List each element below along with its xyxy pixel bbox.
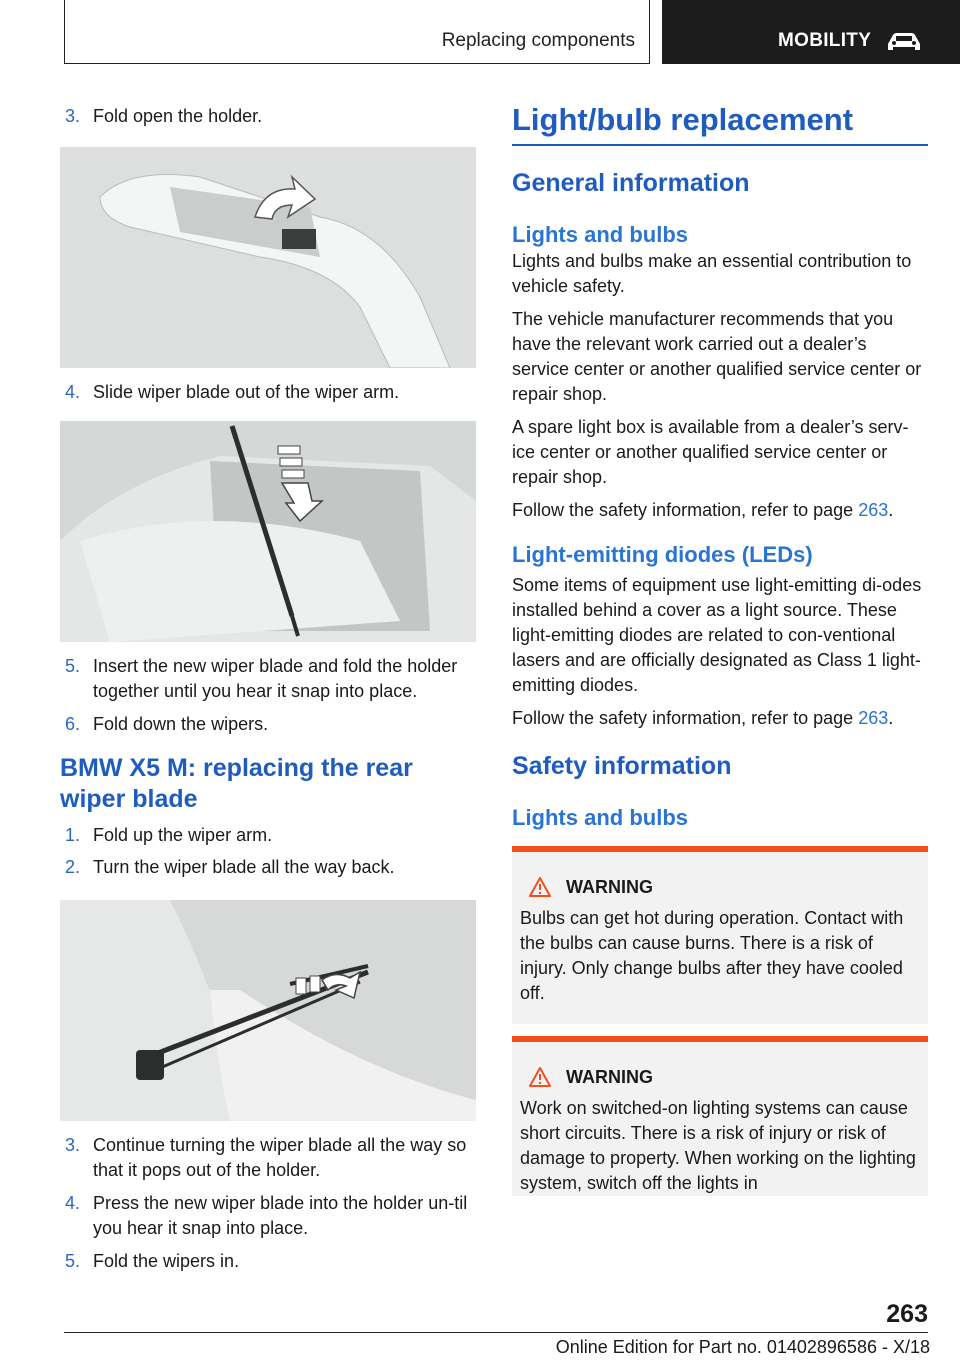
chapter-title: Replacing components <box>441 30 635 51</box>
warning-box <box>512 1036 928 1196</box>
title-rule <box>512 144 928 146</box>
car-icon <box>884 30 924 54</box>
step-number: 6. <box>65 714 81 734</box>
heading-leds: Light-emitting diodes (LEDs) <box>512 542 813 567</box>
section-heading-rear-wiper: BMW X5 M: replacing the rear wiper blade <box>60 754 413 813</box>
warning-triangle-icon <box>528 876 552 898</box>
step-number: 5. <box>65 1251 81 1271</box>
warning-header <box>528 876 920 898</box>
header-tab <box>64 0 650 64</box>
step-item <box>60 1191 480 1241</box>
step-item <box>60 1249 480 1274</box>
warning-label: WARNING <box>566 1066 653 1087</box>
heading-safety-lights: Lights and bulbs <box>512 805 688 830</box>
step-number: 3. <box>65 1135 81 1155</box>
step-text: Insert the new wiper blade and fold the holder together until you hear it snap into place. <box>93 656 458 701</box>
step-item <box>60 104 480 129</box>
reference-text: Follow the safety information, refer to page <box>512 500 859 520</box>
warning-box <box>512 846 928 1024</box>
step-text: Slide wiper blade out of the wiper arm. <box>93 382 400 402</box>
step-number: 4. <box>65 1193 81 1213</box>
reference-suffix: . <box>888 708 894 728</box>
heading-general-information: General information <box>512 169 750 197</box>
step-item <box>60 855 480 880</box>
paragraph: Some items of equipment use light-emitting di-odes installed behind a cover as a light source. These light-emitting diodes are related to con-ventional lasers and are officially designated as Class 1 light-emitting diodes. <box>512 575 922 695</box>
step-text: Press the new wiper blade into the holder un-til you hear it snap into place. <box>93 1193 468 1238</box>
page-number: 263 <box>886 1300 928 1328</box>
heading-lights-and-bulbs: Lights and bulbs <box>512 222 688 247</box>
step-number: 5. <box>65 656 81 676</box>
step-item <box>60 823 480 848</box>
paragraph: A spare light box is available from a dealer’s serv-ice center or another qualified service center or repair shop. <box>512 417 909 487</box>
step-number: 4. <box>65 382 81 402</box>
page-title: Light/bulb replacement <box>512 102 854 137</box>
edition-info: Online Edition for Part no. 01402896586 - X/18 <box>555 1337 930 1357</box>
figure-wiper-arm <box>60 421 476 642</box>
left-column <box>60 100 480 1274</box>
warning-text: Bulbs can get hot during operation. Contact with the bulbs can cause burns. There is a risk of injury. Only change bulbs after they have cooled off. <box>520 908 904 1003</box>
reference-suffix: . <box>888 500 894 520</box>
paragraph: The vehicle manufacturer recommends that you have the relevant work carried out a dealer’s service center or another qualified service center or repair shop. <box>512 309 922 404</box>
page-link[interactable]: 263 <box>858 708 889 728</box>
wiper-arm-illustration <box>60 421 476 642</box>
warning-triangle-icon <box>528 1066 552 1088</box>
figure-wiper-holder <box>60 147 476 368</box>
step-text: Fold the wipers in. <box>93 1251 240 1271</box>
page-link[interactable]: 263 <box>858 500 889 520</box>
section-title: MOBILITY <box>778 30 872 51</box>
step-number: 3. <box>65 106 81 126</box>
step-item <box>60 654 480 704</box>
safety-reference <box>512 706 928 731</box>
step-text: Fold open the holder. <box>93 106 263 126</box>
step-item <box>60 380 480 405</box>
step-number: 2. <box>65 857 81 877</box>
heading-safety-information: Safety information <box>512 752 732 780</box>
paragraph: Lights and bulbs make an essential contribution to vehicle safety. <box>512 251 912 296</box>
step-text: Fold down the wipers. <box>93 714 269 734</box>
warning-label: WARNING <box>566 876 653 897</box>
warning-header <box>528 1066 920 1088</box>
reference-text: Follow the safety information, refer to page <box>512 708 859 728</box>
figure-rear-wiper <box>60 900 476 1121</box>
wiper-holder-illustration <box>60 147 476 368</box>
step-item <box>60 1133 480 1183</box>
safety-reference <box>512 498 928 523</box>
right-column <box>512 100 928 1196</box>
step-text: Continue turning the wiper blade all the way so that it pops out of the holder. <box>93 1135 467 1180</box>
step-text: Fold up the wiper arm. <box>93 825 273 845</box>
warning-text: Work on switched-on lighting systems can cause short circuits. There is a risk of injury or risk of damage to property. When working on the lighting system, switch off the lights in <box>520 1098 916 1193</box>
footer-rule <box>64 1332 928 1333</box>
step-text: Turn the wiper blade all the way back. <box>93 857 395 877</box>
step-item <box>60 712 480 737</box>
rear-wiper-illustration <box>60 900 476 1121</box>
step-number: 1. <box>65 825 81 845</box>
